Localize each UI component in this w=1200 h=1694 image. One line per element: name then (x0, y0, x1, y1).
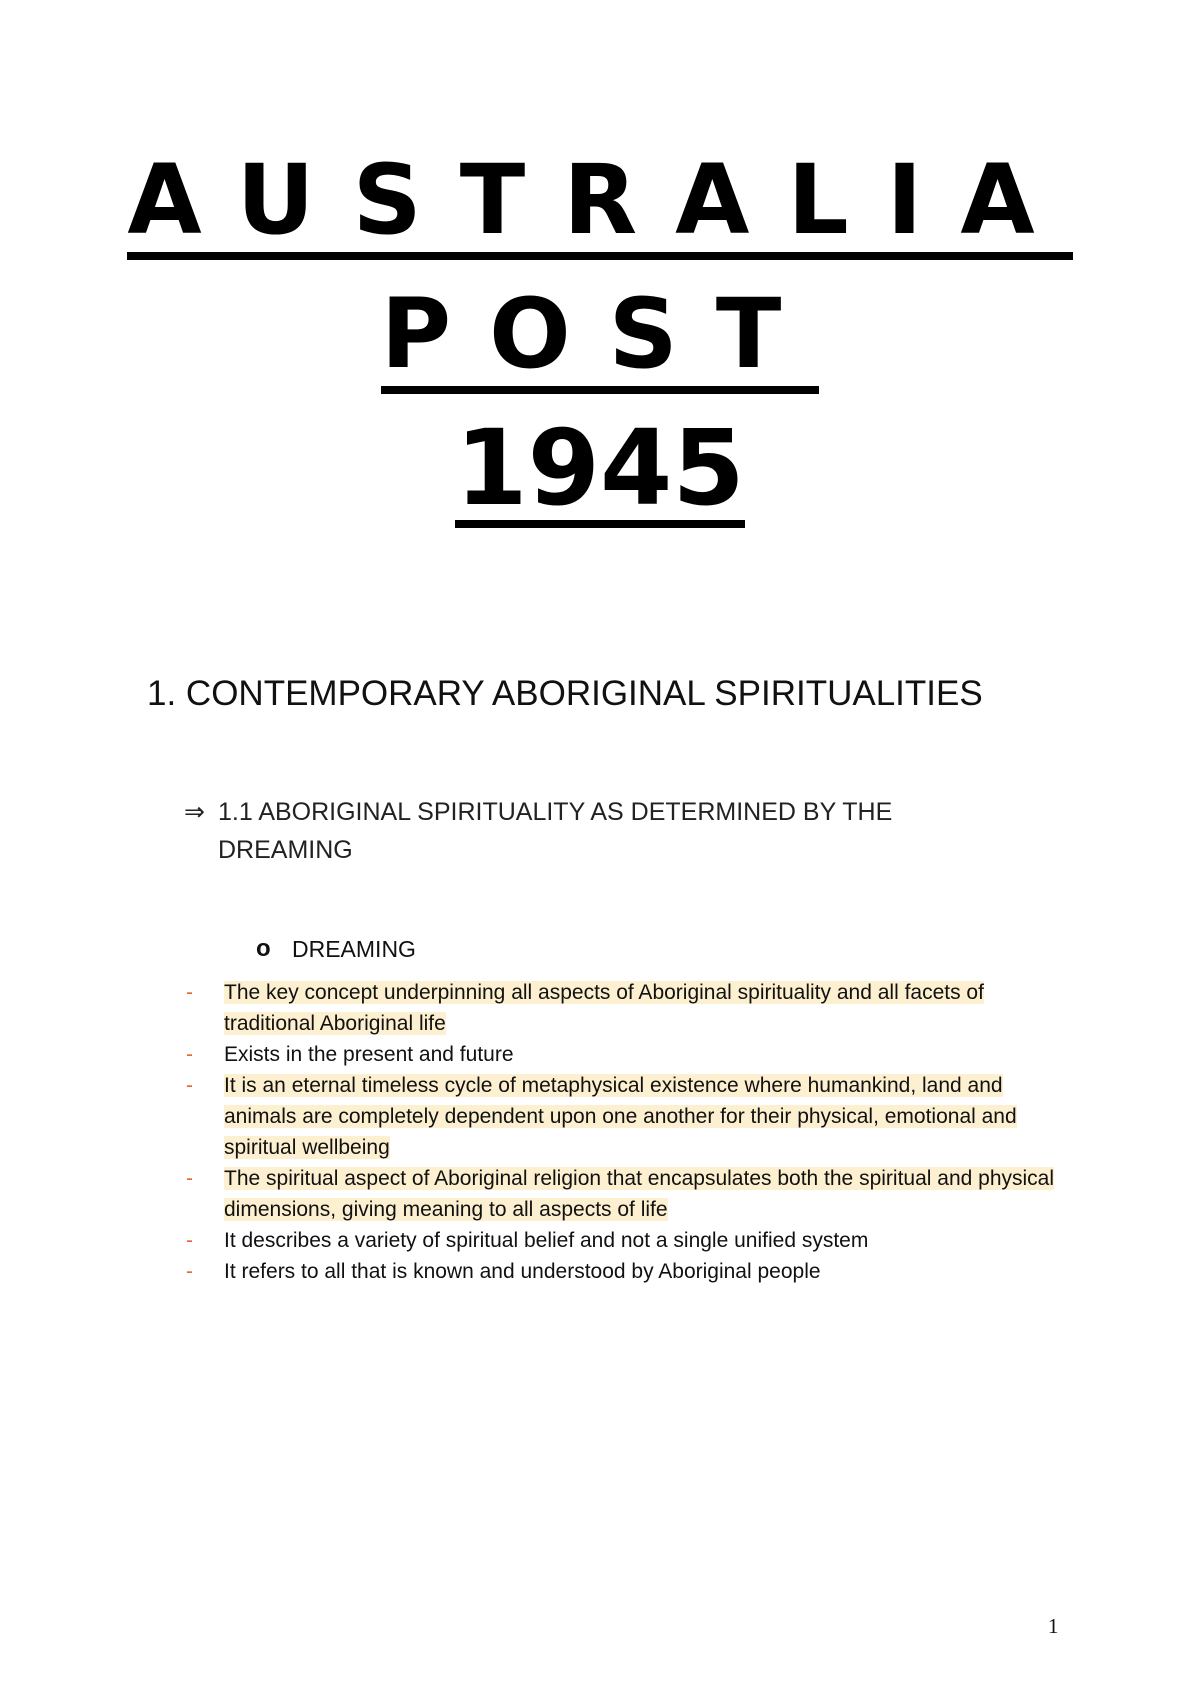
right-arrow-icon: ⇒ (184, 798, 205, 826)
title-line-post: POST (381, 284, 820, 394)
list-item-text: The key concept underpinning all aspects of Aboriginal spirituality and all facets of traditional Aboriginal life (224, 981, 984, 1035)
list-item-text: It refers to all that is known and understood by Aboriginal people (224, 1260, 821, 1283)
topic-heading (256, 934, 416, 964)
list-item-text: It is an eternal timeless cycle of metaphysical existence where humankind, land and animals are completely dependent upon one another for their physical, emotional and spiritual wellbeing (224, 1074, 1017, 1159)
list-item (186, 1256, 1066, 1287)
list-item (186, 1225, 1066, 1256)
dash-bullet-icon: - (186, 1260, 193, 1283)
list-item-text: Exists in the present and future (224, 1043, 514, 1066)
page-number: 1 (1048, 1614, 1059, 1638)
subsection-heading (184, 793, 984, 869)
document-title (0, 144, 1200, 552)
list-item-text: It describes a variety of spiritual belief and not a single unified system (224, 1229, 869, 1252)
list-item (186, 1039, 1066, 1070)
list-item-text: The spiritual aspect of Aboriginal religion that encapsulates both the spiritual and physical dimensions, giving meaning to all aspects of life (224, 1167, 1055, 1221)
dash-bullet-icon: - (186, 1043, 193, 1066)
subsection-heading-text: 1.1 ABORIGINAL SPIRITUALITY AS DETERMINED BY THE DREAMING (218, 798, 893, 864)
topic-label: DREAMING (292, 936, 416, 962)
list-item (186, 977, 1066, 1039)
title-line-australia: AUSTRALIA (127, 150, 1072, 260)
list-item (186, 1163, 1066, 1225)
title-line-year: 1945 (455, 407, 745, 529)
dash-bullet-icon: - (186, 1229, 193, 1252)
dash-bullet-icon: - (186, 981, 193, 1004)
circle-bullet-icon: o (256, 935, 271, 962)
dash-bullet-icon: - (186, 1167, 193, 1190)
dash-bullet-icon: - (186, 1074, 193, 1097)
dreaming-points-list (186, 977, 1066, 1287)
section-heading: 1. CONTEMPORARY ABORIGINAL SPIRITUALITIES (147, 674, 983, 713)
list-item (186, 1070, 1066, 1163)
